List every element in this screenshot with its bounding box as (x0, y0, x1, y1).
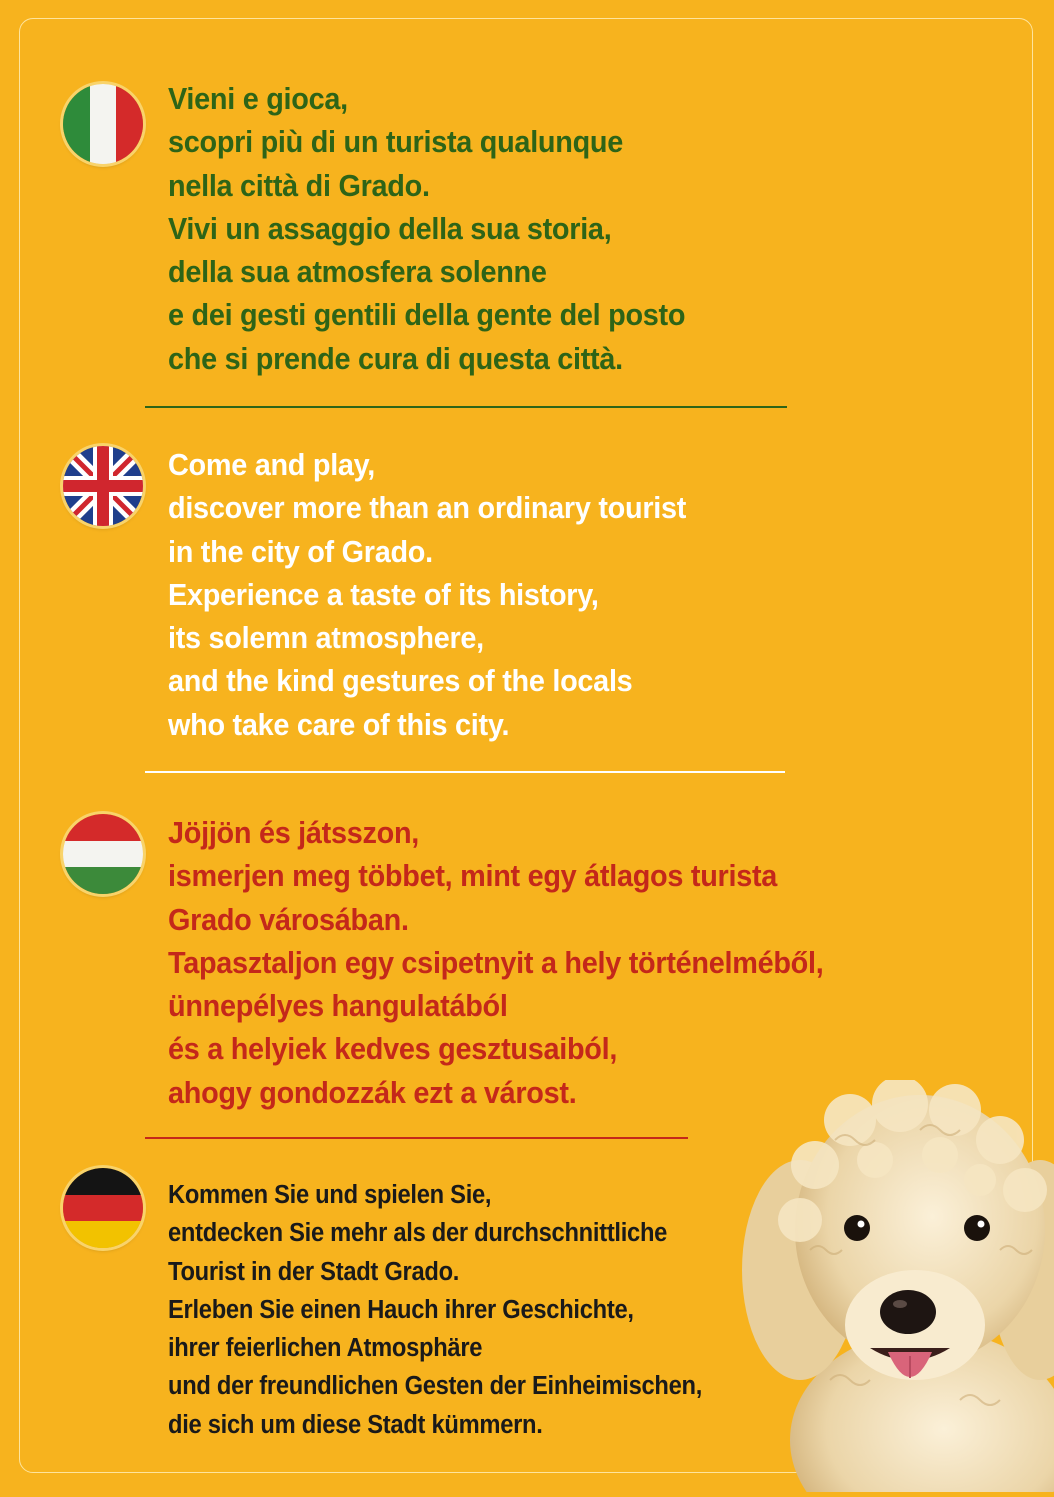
text-line: Vivi un assaggio della sua storia, (168, 210, 612, 246)
text-line: e dei gesti gentili della gente del posto (168, 297, 686, 333)
text-line: in the city of Grado. (168, 533, 433, 569)
text-line: és a helyiek kedves gesztusaiból, (168, 1031, 618, 1067)
text-line: und der freundlichen Gesten der Einheimischen, (168, 1372, 703, 1401)
text-line: nella città di Grado. (168, 167, 430, 203)
text-line: della sua atmosfera solenne (168, 254, 547, 290)
text-line: ismerjen meg többet, mint egy átlagos turista (168, 858, 778, 894)
uk-flag-icon (63, 446, 143, 526)
text-line: Erleben Sie einen Hauch ihrer Geschichte, (168, 1295, 634, 1324)
text-line: die sich um diese Stadt kümmern. (168, 1410, 543, 1439)
text-line: che si prende cura di questa città. (168, 340, 623, 376)
text-line: its solemn atmosphere, (168, 620, 484, 656)
text-line: ünnepélyes hangulatából (168, 988, 508, 1024)
italy-flag-icon (63, 84, 143, 164)
text-line: who take care of this city. (168, 706, 510, 742)
text-line: Tapasztaljon egy csipetnyit a hely történelméből, (168, 944, 824, 980)
text-line: entdecken Sie mehr als der durchschnittliche (168, 1219, 668, 1248)
text-line: Vieni e gioca, (168, 81, 348, 116)
text-line: ahogy gondozzák ezt a várost. (168, 1074, 577, 1110)
germany-flag-icon (63, 1168, 143, 1248)
hungarian-text (168, 811, 823, 1114)
section-divider (145, 1137, 688, 1139)
text-line: scopri più di un turista qualunque (168, 124, 624, 160)
section-divider (145, 406, 787, 408)
dog-photo (740, 1080, 1054, 1492)
text-line: discover more than an ordinary tourist (168, 490, 687, 526)
text-line: ihrer feierlichen Atmosphäre (168, 1334, 483, 1363)
text-line: Experience a taste of its history, (168, 576, 599, 612)
hungary-flag-icon (63, 814, 143, 894)
text-line: Jöjjön és játsszon, (168, 815, 420, 850)
italian-text (168, 77, 685, 380)
text-line: Kommen Sie und spielen Sie, (168, 1181, 492, 1209)
text-line: Grado városában. (168, 901, 409, 937)
english-text (168, 443, 686, 746)
text-line: Come and play, (168, 447, 376, 482)
section-divider (145, 771, 785, 773)
text-line: and the kind gestures of the locals (168, 663, 633, 699)
german-text (168, 1176, 702, 1444)
text-line: Tourist in der Stadt Grado. (168, 1257, 460, 1286)
